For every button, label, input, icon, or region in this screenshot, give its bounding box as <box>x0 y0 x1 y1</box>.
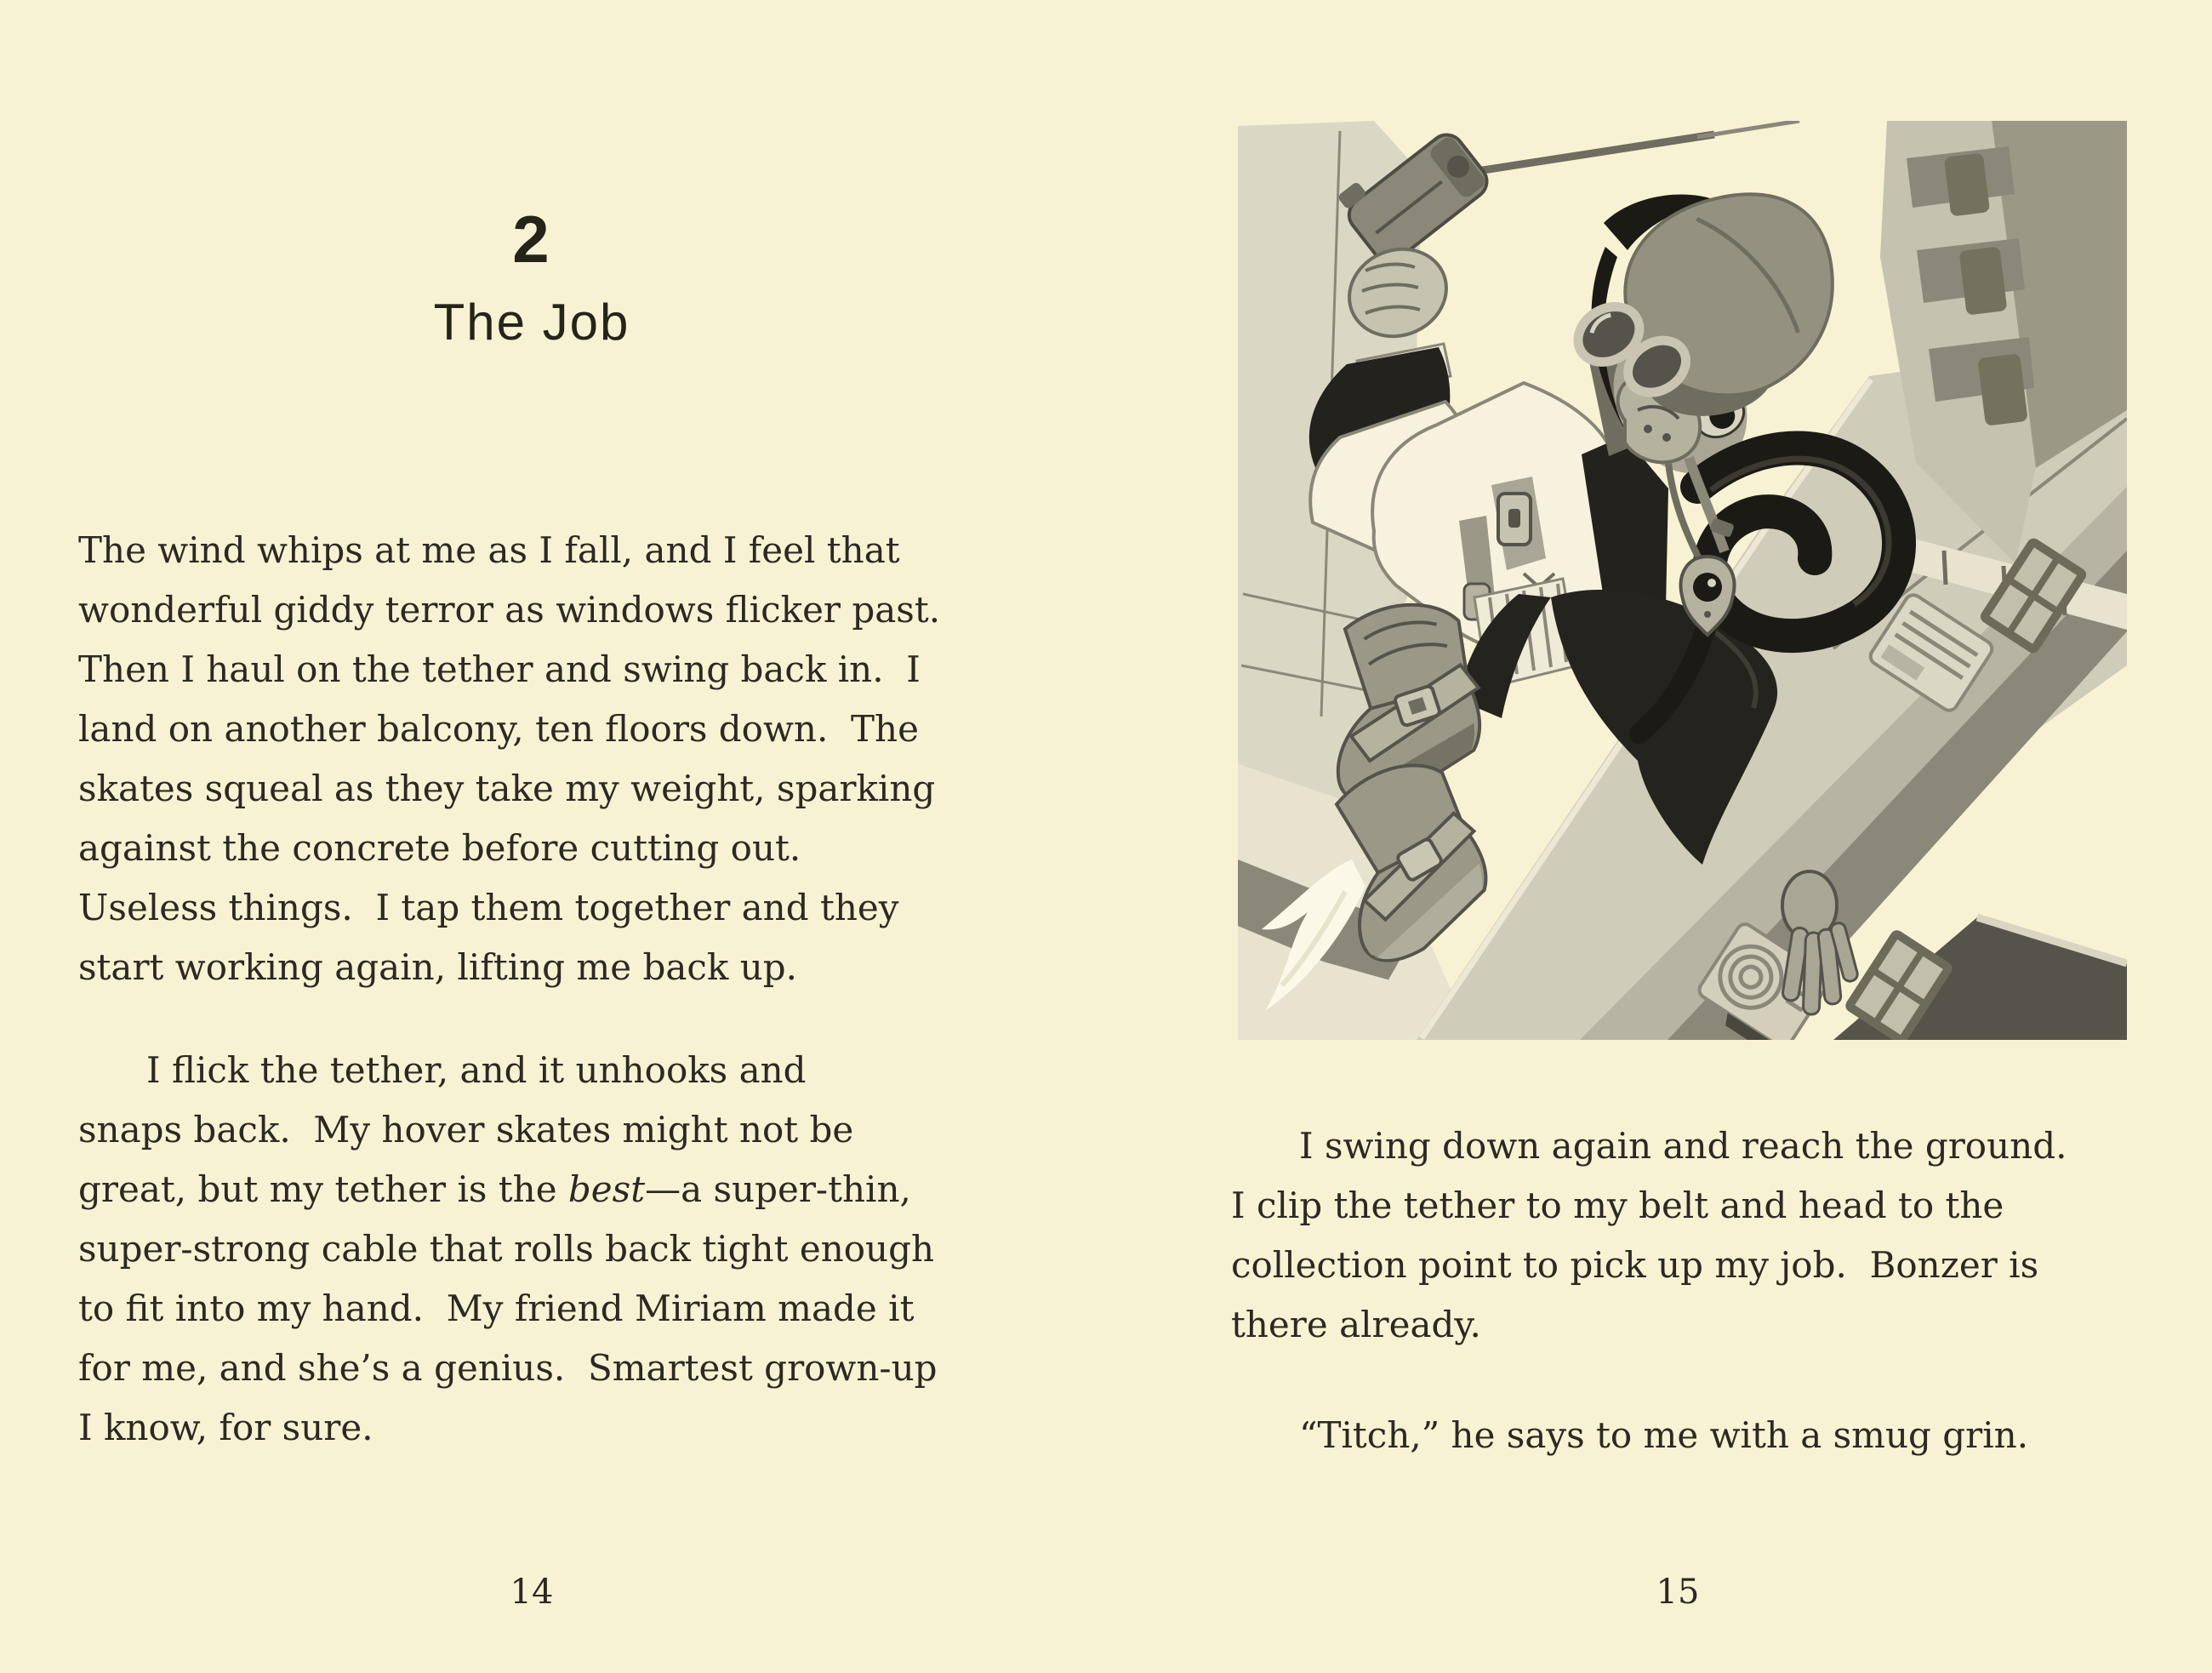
tether-cable <box>1461 121 1799 174</box>
text-line: against the concrete before cutting out. <box>78 827 801 869</box>
page-number-left: 14 <box>510 1573 554 1612</box>
text-line: Useless things. I tap them together and they <box>78 887 899 928</box>
illustration-svg <box>1238 121 2127 1040</box>
italic-word: best <box>567 1168 646 1210</box>
chapter-number: 2 <box>512 202 551 277</box>
text-line: I know, for sure. <box>78 1407 373 1448</box>
text-line: super-strong cable that rolls back tight enough <box>78 1228 935 1270</box>
page-number-right: 15 <box>1656 1573 1700 1612</box>
text-line: I clip the tether to my belt and head to the <box>1231 1185 2004 1226</box>
text-line: “Titch,” he says to me with a smug grin. <box>1299 1414 2029 1456</box>
text-line: collection point to pick up my job. Bonzer is <box>1231 1244 2039 1286</box>
text-line: Then I haul on the tether and swing back in. I <box>78 648 921 690</box>
text-line: skates squeal as they take my weight, sparking <box>78 768 936 809</box>
text-line-with-italic <box>78 1160 938 1219</box>
chapter-illustration <box>1238 121 2127 1040</box>
paragraph-2 <box>78 1041 938 1458</box>
text-line: wonderful giddy terror as windows flicker past. <box>78 589 941 631</box>
text-span: —a super-thin, <box>645 1168 911 1210</box>
paragraph-4 <box>1231 1406 2028 1465</box>
text-line: The wind whips at me as I fall, and I feel that <box>78 529 900 571</box>
text-line: start working again, lifting me back up. <box>78 946 797 988</box>
text-line: to fit into my hand. My friend Miriam made it <box>78 1288 915 1329</box>
text-span: great, but my tether is the <box>78 1168 568 1210</box>
text-line: for me, and she’s a genius. Smartest grown-up <box>78 1347 938 1389</box>
paragraph-1 <box>78 521 940 997</box>
text-line: land on another balcony, ten floors down. The <box>78 708 919 750</box>
text-line: snaps back. My hover skates might not be <box>78 1109 854 1151</box>
paragraph-3 <box>1231 1116 2067 1355</box>
text-line: there already. <box>1231 1304 1481 1345</box>
chapter-title: The Job <box>433 294 630 351</box>
text-line: I flick the tether, and it unhooks and <box>146 1049 807 1091</box>
text-line: I swing down again and reach the ground. <box>1299 1125 2067 1167</box>
